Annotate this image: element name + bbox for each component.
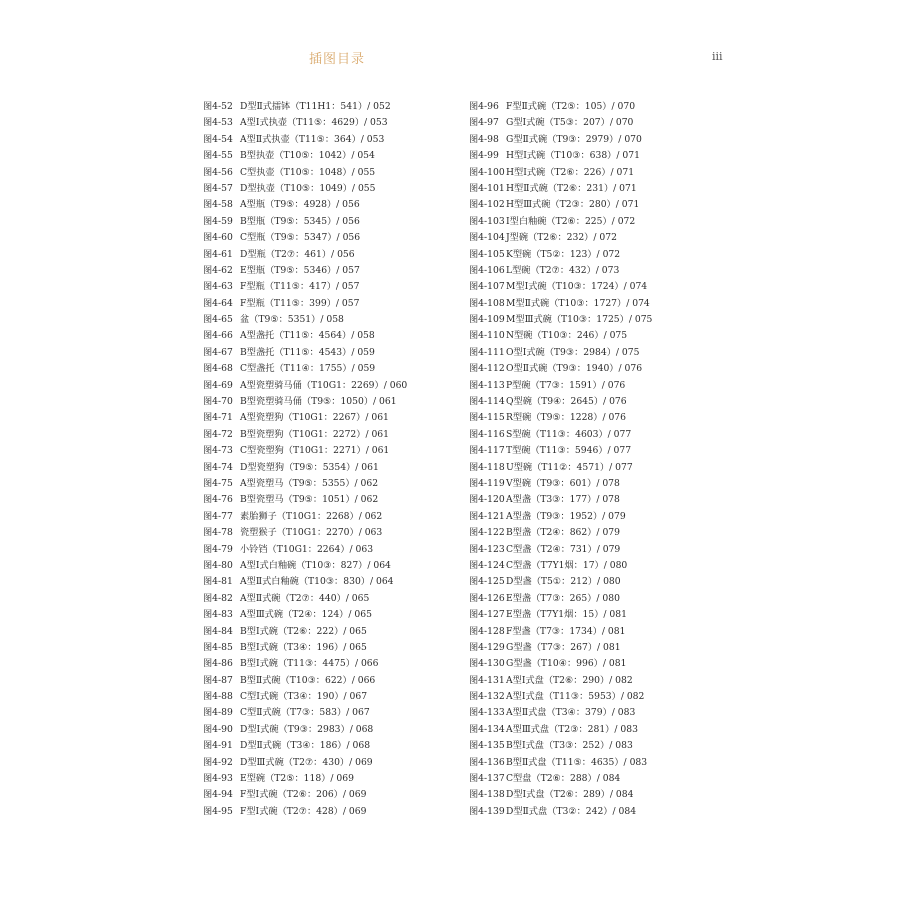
figure-caption: C型盘（T2⑥：288）/ 084 (506, 773, 621, 785)
figure-caption: E型盏（T7Y1烟：15）/ 081 (506, 609, 627, 621)
figure-caption: B型瓷塑狗（T10G1：2272）/ 061 (240, 428, 390, 440)
figure-number: 图4-95 (203, 805, 233, 817)
figure-caption: 盆（T9⑤：5351）/ 058 (240, 314, 344, 326)
figure-caption: F型瓶（T11⑤：399）/ 057 (240, 297, 360, 309)
toc-entry (469, 624, 652, 640)
figure-number: 图4-80 (203, 559, 233, 571)
figure-caption: D型瓶（T2⑦：461）/ 056 (240, 248, 355, 260)
toc-entry (203, 492, 407, 508)
toc-entry (469, 410, 652, 426)
figure-number: 图4-94 (203, 789, 233, 801)
figure-number: 图4-62 (203, 264, 233, 276)
toc-entry (203, 279, 407, 295)
figure-number: 图4-132 (469, 691, 505, 703)
figure-number: 图4-57 (203, 182, 233, 194)
figure-number: 图4-103 (469, 215, 505, 227)
figure-number: 图4-69 (203, 379, 233, 391)
toc-entry (469, 804, 652, 820)
figure-caption: A型Ⅱ式盘（T3④：379）/ 083 (506, 707, 636, 719)
figure-number: 图4-117 (469, 445, 505, 457)
figure-number: 图4-75 (203, 477, 233, 489)
toc-entry (203, 804, 407, 820)
figure-caption: P型碗（T7③：1591）/ 076 (506, 379, 626, 391)
figure-number: 图4-122 (469, 527, 505, 539)
figure-number: 图4-71 (203, 412, 233, 424)
figure-number: 图4-55 (203, 150, 233, 162)
figure-number: 图4-109 (469, 314, 505, 326)
toc-entry (203, 476, 407, 492)
toc-right-column (469, 99, 652, 820)
figure-number: 图4-87 (203, 674, 233, 686)
toc-entry (469, 394, 652, 410)
figure-number: 图4-85 (203, 641, 233, 653)
figure-caption: B型盏托（T11⑤：4543）/ 059 (240, 346, 375, 358)
figure-caption: B型Ⅰ式盘（T3③：252）/ 083 (506, 740, 633, 752)
figure-number: 图4-72 (203, 428, 233, 440)
figure-number: 图4-134 (469, 723, 505, 735)
toc-entry (469, 443, 652, 459)
figure-number: 图4-60 (203, 232, 233, 244)
toc-entry (469, 755, 652, 771)
toc-entry (469, 165, 652, 181)
figure-caption: D型Ⅱ式碗（T3④：186）/ 068 (240, 740, 371, 752)
figure-caption: F型Ⅰ式碗（T2⑥：206）/ 069 (240, 789, 367, 801)
figure-caption: B型Ⅰ式碗（T11③：4475）/ 066 (240, 658, 379, 670)
figure-number: 图4-138 (469, 789, 505, 801)
toc-entry (469, 230, 652, 246)
figure-number: 图4-93 (203, 773, 233, 785)
figure-caption: T型碗（T11③：5946）/ 077 (506, 445, 632, 457)
toc-entry (203, 99, 407, 115)
figure-caption: D型Ⅱ式盘（T3②：242）/ 084 (506, 805, 637, 817)
figure-caption: E型碗（T2⑤：118）/ 069 (240, 773, 354, 785)
page-number: iii (712, 50, 723, 63)
toc-entry (203, 165, 407, 181)
figure-caption: U型碗（T11②：4571）/ 077 (506, 461, 633, 473)
toc-entry (203, 296, 407, 312)
toc-entry (469, 427, 652, 443)
toc-entry (469, 787, 652, 803)
figure-number: 图4-79 (203, 543, 233, 555)
figure-caption: I型白釉碗（T2⑥：225）/ 072 (506, 215, 636, 227)
figure-number: 图4-126 (469, 592, 505, 604)
toc-entry (203, 427, 407, 443)
figure-caption: C型Ⅱ式碗（T7③：583）/ 067 (240, 707, 370, 719)
toc-entry (203, 591, 407, 607)
toc-entry (469, 148, 652, 164)
figure-number: 图4-107 (469, 281, 505, 293)
toc-entry (203, 394, 407, 410)
figure-number: 图4-112 (469, 363, 505, 375)
toc-entry (203, 558, 407, 574)
figure-caption: A型Ⅱ式执壶（T11⑤：364）/ 053 (240, 133, 385, 145)
toc-entry (203, 214, 407, 230)
figure-number: 图4-113 (469, 379, 505, 391)
figure-number: 图4-70 (203, 396, 233, 408)
figure-number: 图4-98 (469, 133, 499, 145)
toc-entry (203, 443, 407, 459)
figure-caption: A型瓷塑骑马俑（T10G1：2269）/ 060 (240, 379, 408, 391)
toc-entry (203, 181, 407, 197)
toc-entry (469, 247, 652, 263)
figure-caption: S型碗（T11③：4603）/ 077 (506, 428, 632, 440)
figure-caption: A型瓶（T9⑤：4928）/ 056 (240, 199, 360, 211)
figure-number: 图4-83 (203, 609, 233, 621)
toc-entry (469, 361, 652, 377)
figure-caption: 小铃铛（T10G1：2264）/ 063 (240, 543, 374, 555)
figure-number: 图4-66 (203, 330, 233, 342)
figure-caption: C型盏（T7Y1烟：17）/ 080 (506, 559, 628, 571)
figure-number: 图4-139 (469, 805, 505, 817)
toc-entry (203, 607, 407, 623)
figure-caption: V型碗（T9③：601）/ 078 (506, 477, 620, 489)
toc-entry (203, 132, 407, 148)
figure-number: 图4-73 (203, 445, 233, 457)
figure-number: 图4-124 (469, 559, 505, 571)
toc-entry (469, 591, 652, 607)
figure-caption: G型Ⅰ式碗（T5③：207）/ 070 (506, 117, 634, 129)
toc-entry (469, 214, 652, 230)
toc-entry (469, 345, 652, 361)
figure-number: 图4-82 (203, 592, 233, 604)
toc-entry (203, 689, 407, 705)
toc-entry (203, 787, 407, 803)
figure-caption: C型执壶（T10⑤：1048）/ 055 (240, 166, 376, 178)
figure-caption: H型Ⅰ式碗（T2⑥：226）/ 071 (506, 166, 635, 178)
toc-entry (469, 99, 652, 115)
figure-caption: A型Ⅰ式盘（T2⑥：290）/ 082 (506, 674, 633, 686)
toc-entry (469, 328, 652, 344)
figure-number: 图4-84 (203, 625, 233, 637)
figure-number: 图4-86 (203, 658, 233, 670)
running-header-title: 插图目录 (309, 52, 366, 67)
figure-caption: C型盏（T2④：731）/ 079 (506, 543, 621, 555)
toc-entry (203, 115, 407, 131)
figure-caption: B型Ⅰ式碗（T3④：196）/ 065 (240, 641, 367, 653)
toc-entry (469, 378, 652, 394)
figure-number: 图4-118 (469, 461, 505, 473)
figure-number: 图4-76 (203, 494, 233, 506)
figure-number: 图4-91 (203, 740, 233, 752)
figure-caption: A型Ⅰ式执壶（T11⑤：4629）/ 053 (240, 117, 388, 129)
figure-number: 图4-105 (469, 248, 505, 260)
figure-number: 图4-128 (469, 625, 505, 637)
figure-caption: A型盏（T9③：1952）/ 079 (506, 510, 626, 522)
toc-entry (203, 361, 407, 377)
toc-entry (203, 771, 407, 787)
figure-caption: A型瓷塑狗（T10G1：2267）/ 061 (240, 412, 389, 424)
figure-caption: B型Ⅱ式碗（T10③：622）/ 066 (240, 674, 376, 686)
toc-entry (203, 640, 407, 656)
toc-entry (469, 738, 652, 754)
figure-caption: A型Ⅲ式盘（T2③：281）/ 083 (506, 723, 638, 735)
toc-entry (469, 705, 652, 721)
toc-entry (469, 525, 652, 541)
figure-number: 图4-97 (469, 117, 499, 129)
figure-number: 图4-102 (469, 199, 505, 211)
figure-caption: O型Ⅱ式碗（T9③：1940）/ 076 (506, 363, 643, 375)
figure-number: 图4-54 (203, 133, 233, 145)
toc-entry (203, 705, 407, 721)
toc-entry (469, 263, 652, 279)
figure-number: 图4-119 (469, 477, 505, 489)
figure-number: 图4-53 (203, 117, 233, 129)
figure-number: 图4-68 (203, 363, 233, 375)
figure-number: 图4-108 (469, 297, 505, 309)
toc-entry (469, 312, 652, 328)
figure-caption: B型盏（T2④：862）/ 079 (506, 527, 620, 539)
figure-caption: C型盏托（T11④：1755）/ 059 (240, 363, 376, 375)
figure-number: 图4-133 (469, 707, 505, 719)
figure-caption: C型瓷塑狗（T10G1：2271）/ 061 (240, 445, 390, 457)
toc-entry (469, 460, 652, 476)
figure-number: 图4-100 (469, 166, 505, 178)
toc-entry (469, 115, 652, 131)
toc-entry (469, 492, 652, 508)
figure-caption: D型Ⅰ式盘（T2⑥：289）/ 084 (506, 789, 634, 801)
toc-entry (203, 525, 407, 541)
figure-caption: 素胎狮子（T10G1：2268）/ 062 (240, 510, 383, 522)
figure-number: 图4-101 (469, 182, 505, 194)
figure-caption: A型Ⅱ式白釉碗（T10③：830）/ 064 (240, 576, 394, 588)
figure-caption: M型Ⅲ式碗（T10③：1725）/ 075 (506, 314, 653, 326)
figure-caption: D型Ⅰ式碗（T9③：2983）/ 068 (240, 723, 374, 735)
figure-number: 图4-77 (203, 510, 233, 522)
toc-entry (469, 656, 652, 672)
toc-entry (203, 378, 407, 394)
figure-number: 图4-67 (203, 346, 233, 358)
figure-number: 图4-116 (469, 428, 505, 440)
figure-number: 图4-121 (469, 510, 505, 522)
figure-number: 图4-89 (203, 707, 233, 719)
figure-caption: E型盏（T7③：265）/ 080 (506, 592, 620, 604)
toc-entry (469, 689, 652, 705)
figure-number: 图4-81 (203, 576, 233, 588)
toc-entry (203, 263, 407, 279)
figure-number: 图4-131 (469, 674, 505, 686)
figure-caption: F型瓶（T11⑤：417）/ 057 (240, 281, 360, 293)
toc-entry (469, 296, 652, 312)
toc-entry (203, 624, 407, 640)
figure-caption: A型Ⅰ式盘（T11③：5953）/ 082 (506, 691, 645, 703)
figure-caption: C型Ⅰ式碗（T3④：190）/ 067 (240, 691, 368, 703)
figure-caption: R型碗（T9⑤：1228）/ 076 (506, 412, 626, 424)
figure-caption: A型盏托（T11⑤：4564）/ 058 (240, 330, 375, 342)
figure-number: 图4-114 (469, 396, 505, 408)
toc-left-column (203, 99, 407, 820)
figure-caption: Q型碗（T9④：2645）/ 076 (506, 396, 627, 408)
figure-number: 图4-106 (469, 264, 505, 276)
figure-caption: H型Ⅲ式碗（T2③：280）/ 071 (506, 199, 640, 211)
toc-entry (203, 656, 407, 672)
toc-entry (203, 345, 407, 361)
toc-entry (469, 574, 652, 590)
toc-entry (203, 197, 407, 213)
figure-caption: C型瓶（T9⑤：5347）/ 056 (240, 232, 361, 244)
figure-number: 图4-96 (469, 101, 499, 112)
figure-number: 图4-63 (203, 281, 233, 293)
figure-number: 图4-104 (469, 232, 505, 244)
figure-caption: D型瓷塑狗（T9⑤：5354）/ 061 (240, 461, 379, 473)
toc-entry (203, 722, 407, 738)
figure-number: 图4-120 (469, 494, 505, 506)
figure-caption: F型盏（T7③：1734）/ 081 (506, 625, 626, 637)
toc-entry (203, 738, 407, 754)
toc-entry (203, 410, 407, 426)
figure-caption: G型盏（T10④：996）/ 081 (506, 658, 627, 670)
toc-entry (469, 132, 652, 148)
figure-caption: L型碗（T2⑦：432）/ 073 (506, 264, 620, 276)
figure-number: 图4-52 (203, 101, 233, 112)
figure-number: 图4-123 (469, 543, 505, 555)
figure-caption: B型执壶（T10⑤：1042）/ 054 (240, 150, 375, 162)
toc-entry (469, 476, 652, 492)
figure-caption: E型瓶（T9⑤：5346）/ 057 (240, 264, 360, 276)
figure-number: 图4-74 (203, 461, 233, 473)
toc-entry (203, 230, 407, 246)
figure-caption: A型盏（T3③：177）/ 078 (506, 494, 620, 506)
figure-caption: K型碗（T5②：123）/ 072 (506, 248, 621, 260)
toc-entry (203, 574, 407, 590)
figure-number: 图4-129 (469, 641, 505, 653)
figure-number: 图4-78 (203, 527, 233, 539)
figure-caption: D型执壶（T10⑤：1049）/ 055 (240, 182, 376, 194)
toc-entry (469, 279, 652, 295)
figure-number: 图4-111 (469, 346, 505, 358)
figure-caption: B型瓷塑骑马俑（T9⑤：1050）/ 061 (240, 396, 397, 408)
figure-caption: B型瓷塑马（T9⑤：1051）/ 062 (240, 494, 379, 506)
figure-number: 图4-115 (469, 412, 505, 424)
figure-caption: F型Ⅱ式碗（T2⑤：105）/ 070 (506, 101, 636, 112)
figure-number: 图4-110 (469, 330, 505, 342)
figure-caption: D型Ⅱ式擂钵（T11H1：541）/ 052 (240, 101, 391, 112)
figure-number: 图4-125 (469, 576, 505, 588)
figure-number: 图4-90 (203, 723, 233, 735)
figure-caption: O型Ⅰ式碗（T9③：2984）/ 075 (506, 346, 640, 358)
toc-entry (469, 197, 652, 213)
figure-number: 图4-64 (203, 297, 233, 309)
figure-caption: A型Ⅲ式碗（T2④：124）/ 065 (240, 609, 372, 621)
figure-caption: M型Ⅱ式碗（T10③：1727）/ 074 (506, 297, 650, 309)
figure-caption: J型碗（T2⑥：232）/ 072 (506, 232, 617, 244)
figure-number: 图4-58 (203, 199, 233, 211)
toc-entry (203, 755, 407, 771)
figure-caption: A型Ⅱ式碗（T2⑦：440）/ 065 (240, 592, 370, 604)
figure-number: 图4-65 (203, 314, 233, 326)
toc-entry (203, 312, 407, 328)
figure-number: 图4-135 (469, 740, 505, 752)
toc-entry (469, 640, 652, 656)
toc-entry (469, 771, 652, 787)
figure-number: 图4-99 (469, 150, 499, 162)
figure-number: 图4-56 (203, 166, 233, 178)
figure-caption: H型Ⅰ式碗（T10③：638）/ 071 (506, 150, 640, 162)
toc-entry (203, 247, 407, 263)
figure-caption: G型盏（T7③：267）/ 081 (506, 641, 621, 653)
toc-entry (203, 148, 407, 164)
figure-number: 图4-127 (469, 609, 505, 621)
figure-caption: B型Ⅰ式碗（T2⑥：222）/ 065 (240, 625, 367, 637)
figure-caption: G型Ⅱ式碗（T9③：2979）/ 070 (506, 133, 642, 145)
toc-entry (469, 509, 652, 525)
toc-entry (203, 328, 407, 344)
toc-entry (469, 181, 652, 197)
figure-caption: A型Ⅰ式白釉碗（T10③：827）/ 064 (240, 559, 391, 571)
figure-caption: B型瓶（T9⑤：5345）/ 056 (240, 215, 360, 227)
figure-caption: B型Ⅱ式盘（T11⑤：4635）/ 083 (506, 756, 648, 768)
toc-entry (203, 542, 407, 558)
figure-number: 图4-137 (469, 773, 505, 785)
figure-caption: H型Ⅱ式碗（T2⑥：231）/ 071 (506, 182, 637, 194)
figure-caption: D型盏（T5①：212）/ 080 (506, 576, 621, 588)
toc-entry (469, 558, 652, 574)
toc-entry (469, 542, 652, 558)
figure-number: 图4-136 (469, 756, 505, 768)
toc-entry (203, 509, 407, 525)
figure-number: 图4-61 (203, 248, 233, 260)
figure-caption: F型Ⅰ式碗（T2⑦：428）/ 069 (240, 805, 367, 817)
figure-caption: N型碗（T10③：246）/ 075 (506, 330, 628, 342)
toc-entry (203, 460, 407, 476)
toc-entry (469, 607, 652, 623)
figure-caption: M型Ⅰ式碗（T10③：1724）/ 074 (506, 281, 648, 293)
figure-caption: A型瓷塑马（T9⑤：5355）/ 062 (240, 477, 379, 489)
toc-entry (469, 722, 652, 738)
figure-number: 图4-88 (203, 691, 233, 703)
figure-caption: D型Ⅲ式碗（T2⑦：430）/ 069 (240, 756, 373, 768)
figure-caption: 瓷塑猴子（T10G1：2270）/ 063 (240, 527, 383, 539)
toc-entry (469, 673, 652, 689)
figure-number: 图4-130 (469, 658, 505, 670)
toc-entry (203, 673, 407, 689)
figure-number: 图4-59 (203, 215, 233, 227)
figure-number: 图4-92 (203, 756, 233, 768)
